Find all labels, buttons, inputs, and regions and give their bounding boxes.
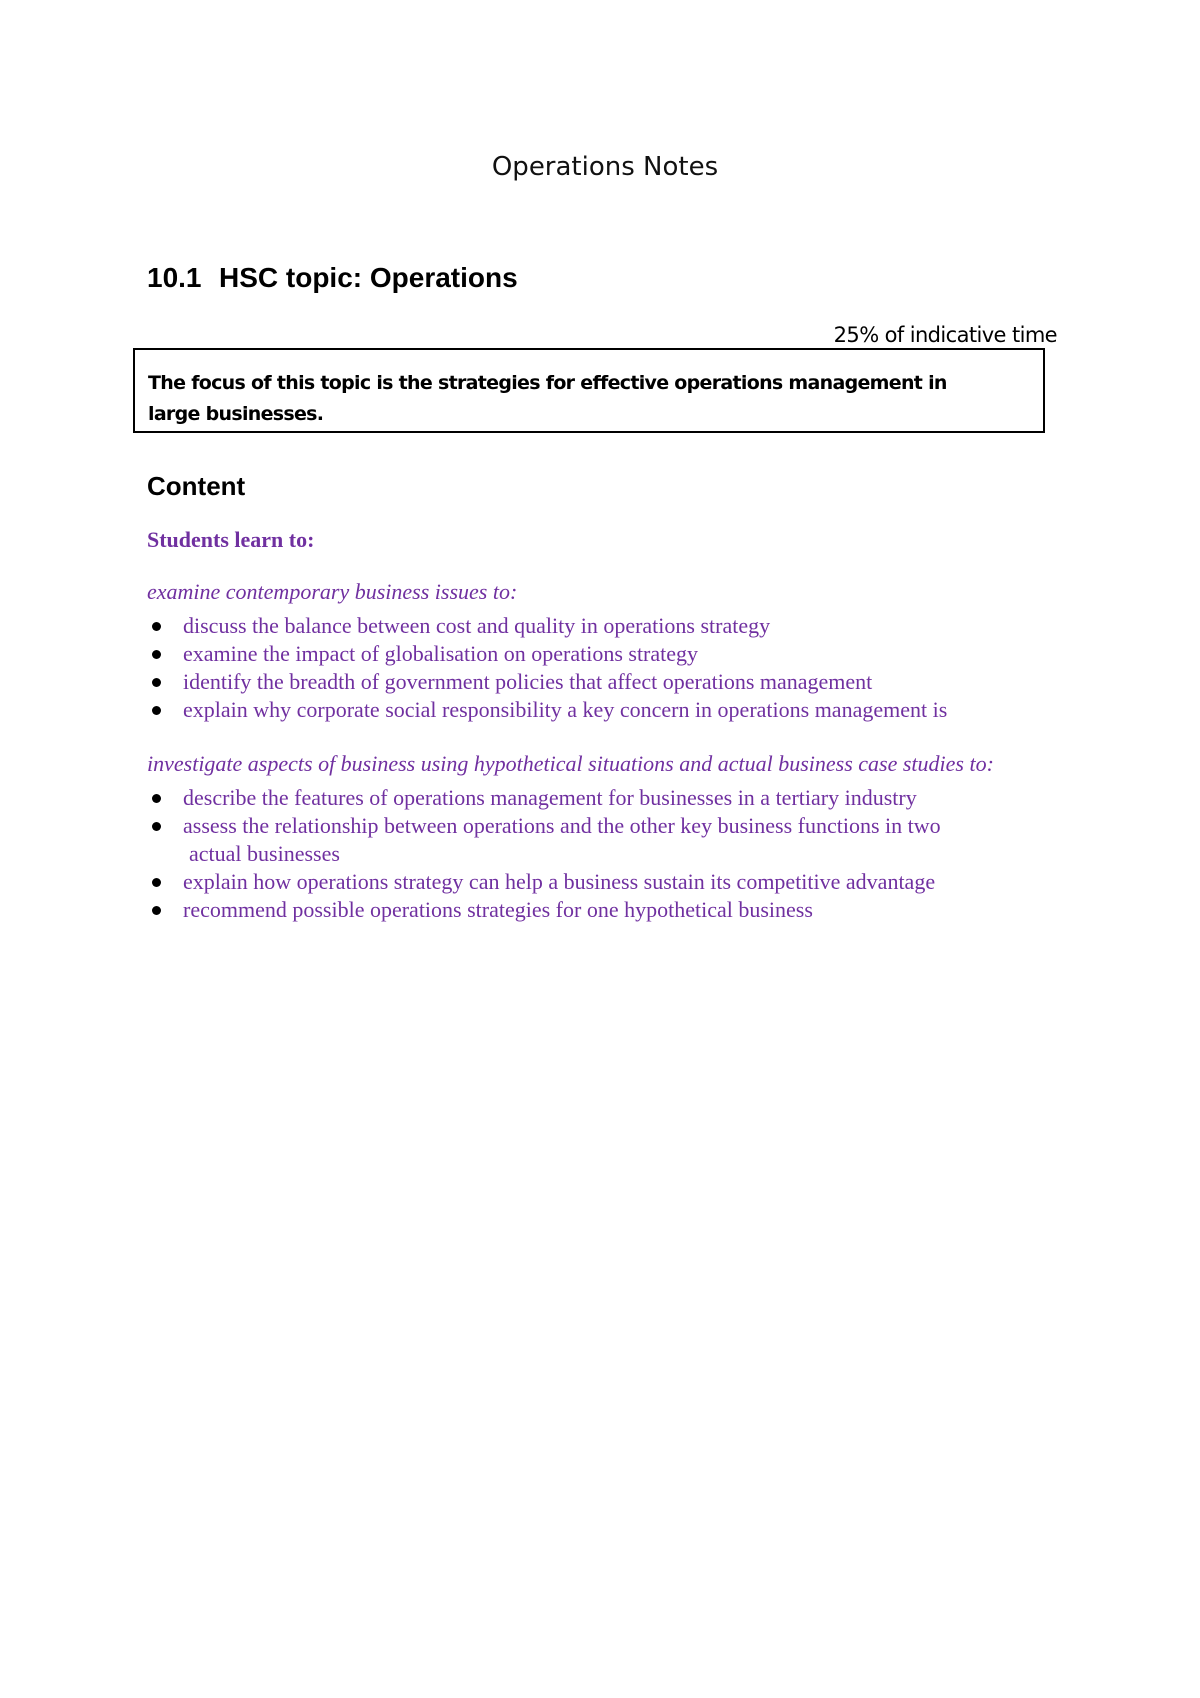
list-item-text: discuss the balance between cost and quality in operations strategy — [183, 613, 771, 638]
list-item — [147, 668, 1047, 696]
list-item-continuation: actual businesses — [189, 841, 340, 866]
students-learn-label: Students learn to: — [147, 527, 315, 552]
bullet-icon — [152, 906, 161, 915]
list-item — [147, 784, 1047, 812]
syllabus-section-contemporary-issues — [147, 578, 1047, 724]
section-intro: examine contemporary business issues to: — [147, 579, 518, 604]
content-heading: Content — [147, 471, 246, 501]
topic-title: HSC topic: Operations — [219, 262, 518, 293]
bullet-icon — [152, 794, 161, 803]
list-item-text: explain how operations strategy can help a business sustain its competitive advantage — [183, 869, 936, 894]
list-item-text: identify the breadth of government policies that affect operations management — [183, 669, 873, 694]
focus-box — [133, 348, 1045, 433]
list-item — [147, 868, 1047, 896]
bullet-icon — [152, 650, 161, 659]
list-item-text: examine the impact of globalisation on operations strategy — [183, 641, 699, 666]
list-item-text: assess the relationship between operations and the other key business functions in two — [183, 813, 941, 838]
bullet-icon — [152, 706, 161, 715]
list-item — [147, 640, 1047, 668]
list-item — [147, 612, 1047, 640]
indicative-time-note: 25% of indicative time — [833, 323, 1057, 347]
bullet-icon — [152, 622, 161, 631]
section-intro: investigate aspects of business using hypothetical situations and actual business case studies to: — [147, 751, 994, 776]
page-title: Operations Notes — [491, 152, 719, 182]
topic-heading — [147, 261, 518, 295]
list-item — [147, 812, 1047, 868]
bullet-icon — [152, 822, 161, 831]
list-item-text: describe the features of operations management for businesses in a tertiary industry — [183, 785, 917, 810]
list-item — [147, 896, 1047, 924]
topic-number: 10.1 — [147, 262, 202, 293]
bullet-icon — [152, 678, 161, 687]
list-item-text: recommend possible operations strategies for one hypothetical business — [183, 897, 813, 922]
bullet-icon — [152, 878, 161, 887]
bullet-list — [147, 612, 1047, 724]
focus-statement: The focus of this topic is the strategies for effective operations management in large businesses. — [148, 372, 947, 425]
list-item — [147, 696, 1047, 724]
bullet-list — [147, 784, 1047, 924]
syllabus-section-case-studies — [147, 750, 1047, 924]
list-item-text: explain why corporate social responsibility a key concern in operations management is — [183, 697, 948, 722]
